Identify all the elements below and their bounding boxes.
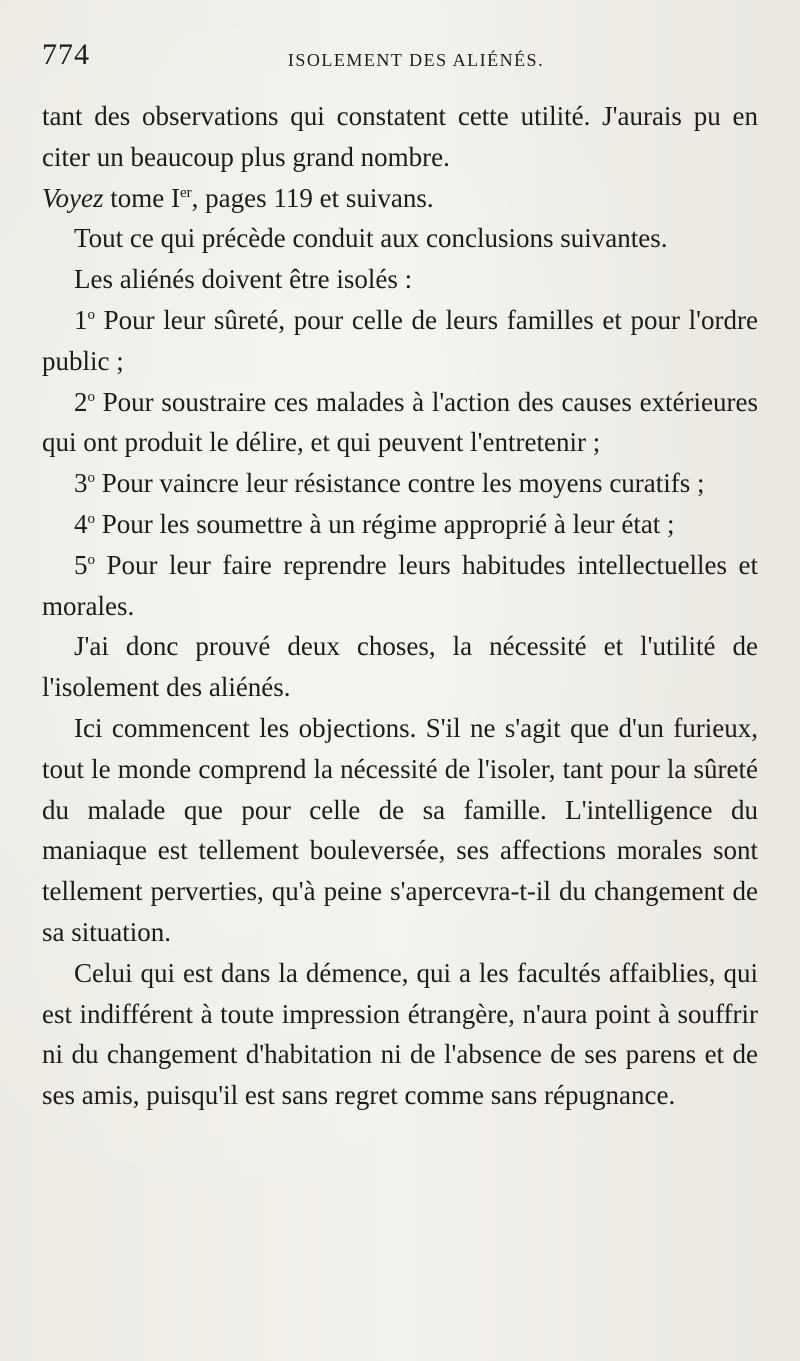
list-number: 4: [74, 508, 88, 539]
list-item-2: [42, 382, 758, 464]
list-item-1: [42, 300, 758, 382]
reference-text-a: tome I: [103, 182, 180, 213]
list-number: 1: [74, 304, 88, 335]
paragraph-continuation: tant des observations qui constatent cette utilité. J'aurais pu en citer un beaucoup plus grand nombre.: [42, 101, 758, 172]
ordinal-mark: o: [87, 388, 95, 405]
page-header: [42, 38, 760, 78]
italic-voyez: Voyez: [42, 182, 104, 213]
paragraph-objections: Ici commencent les objections. S'il ne s'agit que d'un furieux, tout le monde comprend la nécessité de l'isoler, tant pour la sûreté du malade que pour celle de sa famille. L'intelligence du maniaque est tellement bouleversée, ses affections morales sont tellement perverties, qu'à peine s'apercevra-t-il du changement de sa situation.: [42, 712, 758, 947]
paragraph-isolated: Les aliénés doivent être isolés :: [74, 264, 413, 295]
list-item-5: [42, 545, 758, 627]
ordinal-mark: o: [87, 306, 95, 323]
list-item-3: [42, 463, 758, 504]
list-text: Pour leur faire reprendre leurs habitudes intellectuelles et morales.: [42, 549, 758, 621]
paragraph-dementia: Celui qui est dans la démence, qui a les facultés affaiblies, qui est indifférent à toute impression étrangère, n'aura point à souffrir ni du changement d'habitation ni de l'absence de ses parens et de ses amis, puisqu'il est sans regret comme sans répugnance.: [42, 957, 758, 1111]
page-number: 774: [42, 38, 90, 71]
running-title: ISOLEMENT DES ALIÉNÉS.: [287, 50, 545, 70]
list-text: Pour leur sûreté, pour celle de leurs familles et pour l'ordre public ;: [42, 304, 758, 376]
list-number: 3: [74, 468, 88, 499]
list-text: Pour vaincre leur résistance contre les moyens curatifs ;: [95, 468, 705, 499]
list-item-4: [42, 504, 758, 545]
superscript: er: [179, 184, 192, 201]
paragraph-conclusions: Tout ce qui précède conduit aux conclusions suivantes.: [74, 223, 668, 254]
ordinal-mark: o: [87, 551, 95, 568]
reference-text-b: , pages 119 et suivans.: [191, 182, 434, 213]
list-number: 2: [74, 386, 88, 417]
ordinal-mark: o: [87, 470, 95, 487]
page-body: [42, 96, 758, 1116]
paragraph-reference: [42, 178, 758, 219]
paragraph-proved: J'ai donc prouvé deux choses, la nécessité et l'utilité de l'isolement des aliénés.: [42, 631, 758, 703]
list-text: Pour soustraire ces malades à l'action des causes extérieures qui ont produit le délire, et qui peuvent l'entretenir ;: [42, 386, 758, 458]
list-text: Pour les soumettre à un régime approprié à leur état ;: [95, 508, 675, 539]
list-number: 5: [74, 549, 88, 580]
ordinal-mark: o: [87, 510, 95, 527]
